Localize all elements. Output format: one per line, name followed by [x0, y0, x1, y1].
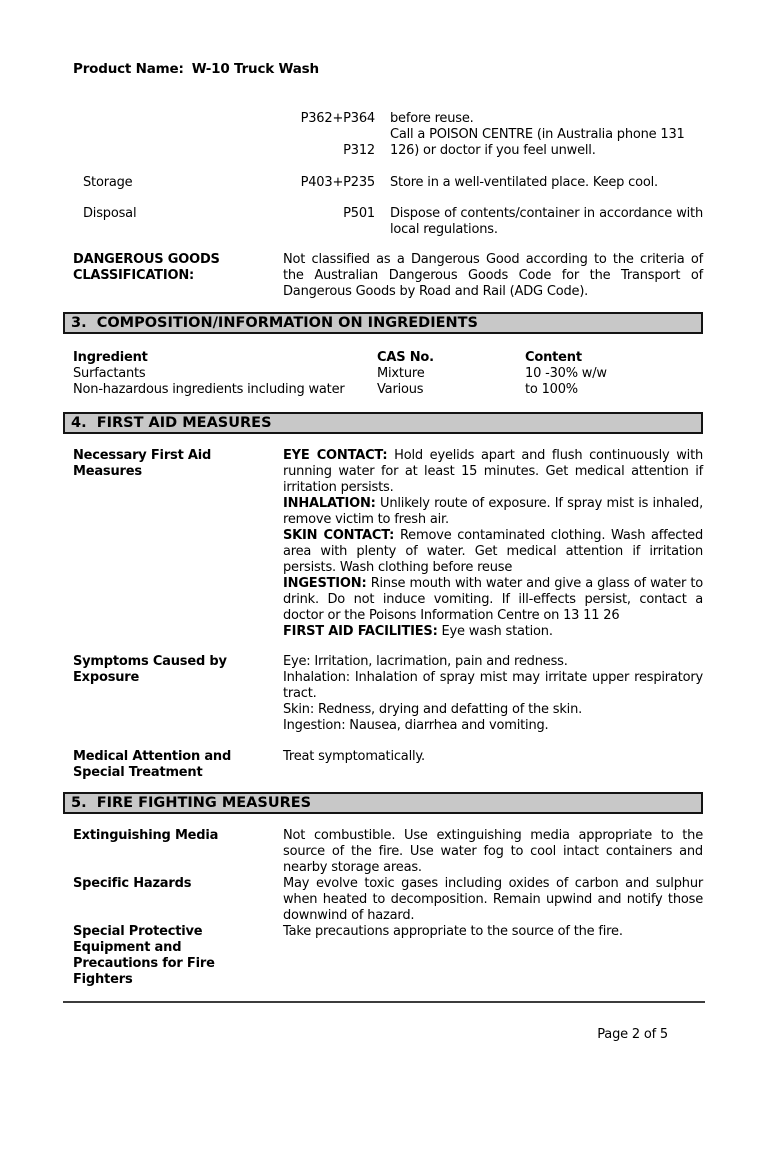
- special-protective-label: Special Protective Equipment and Precautions for Fire Fighters: [73, 924, 215, 987]
- precaution-code: [285, 127, 375, 143]
- column-header-ingredient: Ingredient: [73, 350, 148, 365]
- necessary-first-aid-label: Necessary First Aid Measures: [73, 448, 212, 479]
- content-cell: 10 -30% w/w: [525, 366, 607, 381]
- necessary-first-aid-block: [63, 448, 703, 640]
- symptoms-block: [63, 654, 703, 734]
- column-header-content: Content: [525, 350, 582, 365]
- first-aid-lead: FIRST AID FACILITIES:: [283, 624, 438, 639]
- precaution-text: Call a POISON CENTRE (in Australia phone 131: [390, 127, 685, 142]
- first-aid-lead: SKIN CONTACT:: [283, 528, 395, 543]
- sds-document-page: [0, 61, 769, 1149]
- product-name-line: [63, 61, 703, 77]
- table-row: [63, 366, 703, 382]
- medical-attention-label: Medical Attention and Special Treatment: [73, 749, 232, 780]
- disposal-text: Dispose of contents/container in accordance with local regulations.: [390, 206, 703, 237]
- dangerous-goods-classification-block: [63, 252, 703, 300]
- precaution-text: before reuse.: [390, 111, 474, 126]
- necessary-first-aid-text: [283, 448, 703, 640]
- precaution-row: [63, 127, 703, 143]
- special-protective-text: Take precautions appropriate to the source of the fire.: [283, 924, 623, 939]
- ingredients-header-row: [63, 350, 703, 366]
- special-protective-block: [63, 924, 703, 988]
- storage-row: [63, 175, 703, 191]
- symptom-paragraph: Skin: Redness, drying and defatting of the skin.: [283, 702, 583, 717]
- dangerous-goods-text: Not classified as a Dangerous Good according to the criteria of the Australian Dangerous Goods Code for the Transport of Dangerous Goods by Road and Rail (ADG Code).: [283, 252, 703, 299]
- symptom-paragraph: Inhalation: Inhalation of spray mist may irritate upper respiratory tract.: [283, 670, 703, 701]
- symptoms-text: [283, 654, 703, 734]
- storage-code: P403+P235: [300, 175, 375, 190]
- first-aid-paragraph: [283, 624, 703, 640]
- table-row: [63, 382, 703, 398]
- section-5-header: 5. FIRE FIGHTING MEASURES: [63, 792, 703, 814]
- first-aid-paragraph: [283, 576, 703, 624]
- section-4-header: 4. FIRST AID MEASURES: [63, 412, 703, 434]
- first-aid-detail: Remove contaminated clothing. Wash affected area with plenty of water. Get medical attention if irritation persists. Wash clothing before reuse: [283, 528, 703, 575]
- medical-attention-text: Treat symptomatically.: [283, 749, 425, 764]
- medical-attention-block: [63, 749, 703, 781]
- first-aid-paragraph: [283, 528, 703, 576]
- dangerous-goods-label: DANGEROUS GOODS CLASSIFICATION:: [73, 252, 220, 283]
- symptoms-label: Symptoms Caused by Exposure: [73, 654, 227, 685]
- precaution-row: [63, 143, 703, 159]
- storage-label: Storage: [83, 175, 133, 190]
- symptom-paragraph: Ingestion: Nausea, diarrhea and vomiting.: [283, 718, 549, 733]
- extinguishing-media-label: Extinguishing Media: [73, 828, 219, 843]
- specific-hazards-label: Specific Hazards: [73, 876, 192, 891]
- disposal-row: [63, 206, 703, 238]
- precaution-row: [63, 111, 703, 127]
- extinguishing-media-block: [63, 828, 703, 876]
- first-aid-lead: INHALATION:: [283, 496, 376, 511]
- symptom-paragraph: Eye: Irritation, lacrimation, pain and redness.: [283, 654, 568, 669]
- first-aid-detail: Hold eyelids apart and flush continuously with running water for at least 15 minutes. Get medical attention if irritation persists.: [283, 448, 704, 495]
- precautionary-statements-table: [63, 111, 703, 238]
- disposal-label: Disposal: [83, 206, 137, 221]
- precaution-code: P312: [343, 143, 375, 158]
- page-number: Page 2 of 5: [597, 1027, 668, 1042]
- first-aid-detail: Rinse mouth with water and give a glass of water to drink. Do not induce vomiting. If ill-effects persist, contact a doctor or the Poisons Information Centre on 13 11 26: [283, 576, 703, 623]
- section-3-header: 3. COMPOSITION/INFORMATION ON INGREDIENTS: [63, 312, 703, 334]
- cas-cell: Various: [377, 382, 424, 397]
- ingredient-cell: Non-hazardous ingredients including water: [73, 382, 345, 397]
- cas-cell: Mixture: [377, 366, 425, 381]
- first-aid-lead: INGESTION:: [283, 576, 367, 591]
- precaution-label: [63, 143, 285, 159]
- ingredients-table: [63, 350, 703, 398]
- disposal-code: P501: [343, 206, 375, 221]
- column-header-cas: CAS No.: [377, 350, 434, 365]
- ingredient-cell: Surfactants: [73, 366, 146, 381]
- first-aid-paragraph: [283, 496, 703, 528]
- first-aid-detail: Unlikely route of exposure. If spray mist is inhaled, remove victim to fresh air.: [283, 496, 704, 527]
- precaution-label: [63, 111, 285, 127]
- first-aid-lead: EYE CONTACT:: [283, 448, 388, 463]
- footer-divider: [63, 1001, 705, 1003]
- specific-hazards-block: [63, 876, 703, 924]
- product-name-label: Product Name:: [73, 61, 184, 77]
- extinguishing-media-text: Not combustible. Use extinguishing media appropriate to the source of the fire. Use water fog to cool intact containers and nearby storage areas.: [283, 828, 703, 875]
- first-aid-paragraph: [283, 448, 703, 496]
- specific-hazards-text: May evolve toxic gases including oxides of carbon and sulphur when heated to decomposition. Remain upwind and notify those downwind of hazard.: [283, 876, 703, 923]
- precaution-text: 126) or doctor if you feel unwell.: [390, 143, 596, 158]
- storage-text: Store in a well-ventilated place. Keep cool.: [390, 175, 658, 190]
- precaution-code: P362+P364: [300, 111, 375, 126]
- precaution-label: [63, 127, 285, 143]
- product-name-value: W-10 Truck Wash: [191, 61, 319, 77]
- content-cell: to 100%: [525, 382, 578, 397]
- first-aid-detail: Eye wash station.: [441, 624, 553, 639]
